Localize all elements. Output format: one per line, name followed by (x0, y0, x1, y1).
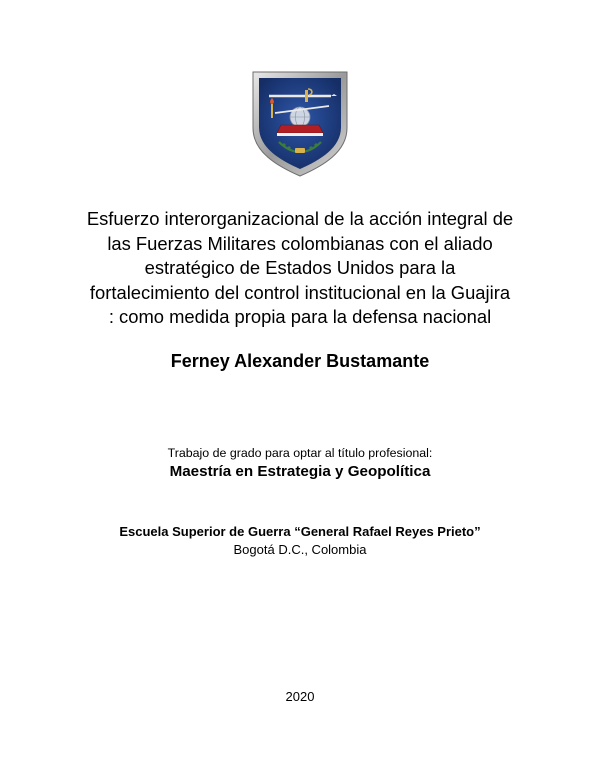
publication-year: 2020 (285, 689, 315, 704)
document-title: Esfuerzo interorganizacional de la acción integral de las Fuerzas Militares colombianas con el aliado estratégico de Estados Unidos para la fortalecimiento del control institucional en la Guajira : como medida propia para la defensa nacional (86, 208, 514, 328)
crest-logo (251, 70, 349, 178)
military-school-crest-icon (251, 70, 349, 178)
institution-name: Escuela Superior de Guerra “General Rafael Reyes Prieto” (119, 524, 481, 539)
location: Bogotá D.C., Colombia (233, 542, 367, 557)
degree-intro: Trabajo de grado para optar al título profesional: (167, 446, 433, 460)
degree-name: Maestría en Estrategia y Geopolítica (169, 463, 431, 480)
author-name: Ferney Alexander Bustamante (170, 351, 430, 371)
